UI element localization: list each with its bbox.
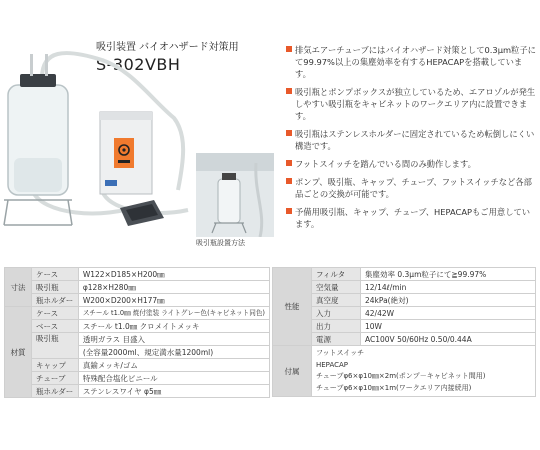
bullet-square-icon [286,130,292,136]
feature-item: フットスイッチを踏んでいる間のみ動作します。 [286,158,538,170]
bullet-square-icon [286,88,292,94]
group-material: 材質 [5,307,32,398]
product-model: S-302VBH [96,55,181,74]
bottle-liquid [14,158,62,192]
product-subtitle: 吸引装置 バイオハザード対策用 [96,42,239,53]
bottle-installation-photo [196,153,274,237]
feature-item: 吸引瓶とポンプボックスが独立しているため、エアロゾルが発生しやすい吸引瓶をキャビネットのワークエリア内に設置できます。 [286,86,538,122]
biohazard-label [114,138,134,168]
spec-table-right: 性能 フィルタ 集塵効率 0.3μm粒子にて≧99.97% 空気量 12/14ℓ/min 真空度 24kPa(絶対) 入力 42/42W 出力 10W 電源 AC100V 50/60Hz 0.50/0.44A 付属 フットスイッチ HEPACAP チューブφ6×φ10㎜×2m(ポンプ－キャビネット間用) チューブφ6×φ10㎜×1m(ワークエリア内接続用) [272,267,536,397]
feature-list [286,44,538,236]
bullet-square-icon [286,46,292,52]
feature-item: 予備用吸引瓶、キャップ、チューブ、HEPACAPもご用意しています。 [286,206,538,230]
bottle-cap [20,74,56,87]
bullet-square-icon [286,208,292,214]
group-accessories: 付属 [273,346,312,397]
feature-item: ポンプ、吸引瓶、キャップ、チューブ、フットスイッチなど各部品ごとの交換が可能です。 [286,176,538,200]
bullet-square-icon [286,178,292,184]
inset-caption: 吸引瓶設置方法 [196,239,245,247]
bottle-holder [4,200,72,225]
feature-item: 排気エアーチューブにはバイオハザード対策として0.3μm粒子にて99.97%以上の集塵効率を有するHEPACAPを搭載しています。 [286,44,538,80]
bullet-square-icon [286,160,292,166]
group-dimensions: 寸法 [5,268,32,307]
group-performance: 性能 [273,268,312,346]
accessories-list: フットスイッチ HEPACAP チューブφ6×φ10㎜×2m(ポンプ－キャビネット間用) チューブφ6×φ10㎜×1m(ワークエリア内接続用) [312,346,536,397]
spec-table-left: 寸法 ケース W122×D185×H200㎜ 吸引瓶 φ128×H280㎜ 瓶ホルダー W200×D200×H177㎜ 材質 ケース スチール t1.0㎜ 焼付塗装 ライトグレー色(キャビネット同色) ベース スチール t1.0㎜ クロメイトメッキ 吸引瓶 透明ガラス 目盛入 (全容量2000ml、規定満水量1200ml) キャップ 真鍮メッキ/ゴム チューブ 特殊配合塩化ビニール 瓶ホルダー ステンレスワイヤ φ5㎜ [4,267,270,398]
product-photo [2,40,192,240]
feature-item: 吸引瓶はステンレスホルダーに固定されているため転倒しにくい構造です。 [286,128,538,152]
foot-switch-icon [120,200,164,226]
